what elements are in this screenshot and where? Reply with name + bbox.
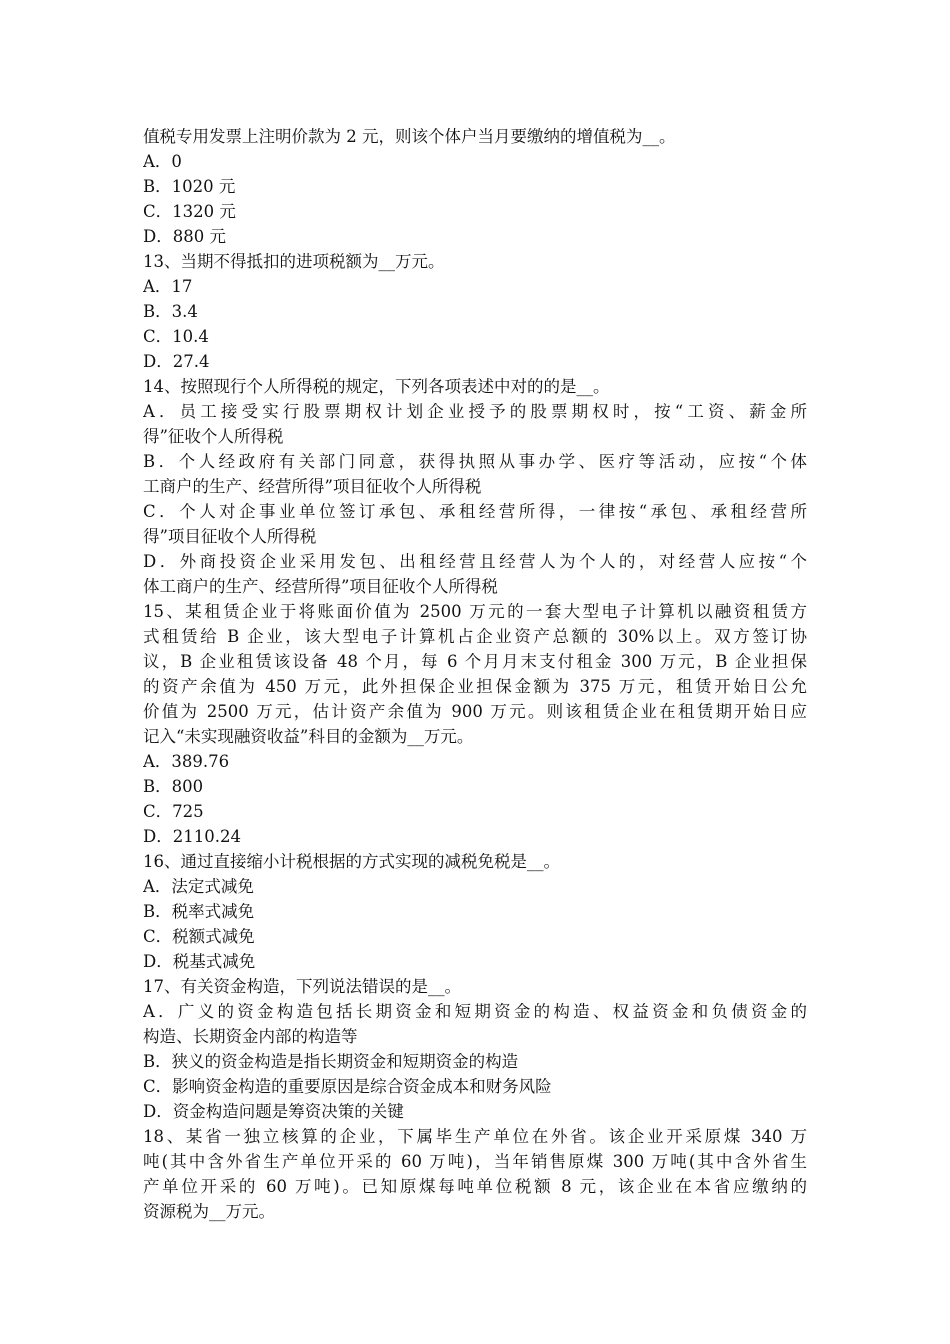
paragraph <box>143 449 807 499</box>
paragraph-line: 资源税为__万元。 <box>143 1202 275 1221</box>
paragraph-line: A．员工接受实行股票期权计划企业授予的股票期权时，按“工资、薪金所 <box>143 402 807 421</box>
text-line: A．17 <box>143 277 193 296</box>
text-line: B．1020 元 <box>143 177 236 196</box>
paragraph <box>143 399 807 449</box>
text-line: A．0 <box>143 152 182 171</box>
text-line: B．税率式减免 <box>143 902 255 921</box>
text-line: C．10.4 <box>143 327 209 346</box>
text-line: D．资金构造问题是筹资决策的关键 <box>143 1102 404 1121</box>
text-line: 14、按照现行个人所得税的规定，下列各项表述中对的的是__。 <box>143 377 610 396</box>
paragraph-line: 体工商户的生产、经营所得”项目征收个人所得税 <box>143 577 498 596</box>
paragraph-line: A．广义的资金构造包括长期资金和短期资金的构造、权益资金和负债资金的 <box>143 1002 807 1021</box>
text-line: C．725 <box>143 802 204 821</box>
paragraph-line: C．个人对企事业单位签订承包、承租经营所得，一律按“承包、承租经营所 <box>143 502 807 521</box>
document-body <box>143 124 807 1224</box>
paragraph-line: 得”征收个人所得税 <box>143 427 284 446</box>
paragraph <box>143 999 807 1049</box>
text-line: D．税基式减免 <box>143 952 256 971</box>
text-line: D．880 元 <box>143 227 226 246</box>
text-line: A．法定式减免 <box>143 877 254 896</box>
paragraph <box>143 499 807 549</box>
paragraph-line: 价值为 2500 万元，估计资产余值为 900 万元。则该租赁企业在租赁期开始日应 <box>143 702 807 721</box>
paragraph-line: 吨(其中含外省生产单位开采的 60 万吨)，当年销售原煤 300 万吨(其中含外省生 <box>143 1152 807 1171</box>
text-line: 16、通过直接缩小计税根据的方式实现的减税免税是__。 <box>143 852 560 871</box>
text-line: B．狭义的资金构造是指长期资金和短期资金的构造 <box>143 1052 519 1071</box>
paragraph-line: 15、某租赁企业于将账面价值为 2500 万元的一套大型电子计算机以融资租赁方 <box>143 602 807 621</box>
text-line: C．1320 元 <box>143 202 236 221</box>
paragraph <box>143 1124 807 1224</box>
paragraph-line: 得”项目征收个人所得税 <box>143 527 317 546</box>
paragraph <box>143 599 807 749</box>
paragraph-line: B．个人经政府有关部门同意，获得执照从事办学、医疗等活动，应按“个体 <box>143 452 807 471</box>
paragraph-line: 工商户的生产、经营所得”项目征收个人所得税 <box>143 477 482 496</box>
paragraph-line: 记入“未实现融资收益”科目的金额为__万元。 <box>143 727 474 746</box>
paragraph <box>143 549 807 599</box>
paragraph-line: 议，B 企业租赁该设备 48 个月，每 6 个月月末支付租金 300 万元，B 企业担保 <box>143 652 807 671</box>
paragraph-line: D．外商投资企业采用发包、出租经营且经营人为个人的，对经营人应按“个 <box>143 552 807 571</box>
text-line: A．389.76 <box>143 752 230 771</box>
text-line: B．800 <box>143 777 204 796</box>
paragraph-line: 式租赁给 B 企业，该大型电子计算机占企业资产总额的 30%以上。双方签订协 <box>143 627 807 646</box>
text-line: D．27.4 <box>143 352 210 371</box>
paragraph-line: 的资产余值为 450 万元，此外担保企业担保金额为 375 万元，租赁开始日公允 <box>143 677 807 696</box>
text-line: 13、当期不得抵扣的进项税额为__万元。 <box>143 252 445 271</box>
text-line: 值税专用发票上注明价款为 2 元，则该个体户当月要缴纳的增值税为__。 <box>143 127 676 146</box>
text-line: C．税额式减免 <box>143 927 255 946</box>
paragraph-line: 产单位开采的 60 万吨)。已知原煤每吨单位税额 8 元，该企业在本省应缴纳的 <box>143 1177 807 1196</box>
text-line: B．3.4 <box>143 302 198 321</box>
text-line: C．影响资金构造的重要原因是综合资金成本和财务风险 <box>143 1077 552 1096</box>
text-line: D．2110.24 <box>143 827 241 846</box>
paragraph-line: 18、某省一独立核算的企业，下属毕生产单位在外省。该企业开采原煤 340 万 <box>143 1127 807 1146</box>
text-line: 17、有关资金构造，下列说法错误的是__。 <box>143 977 461 996</box>
paragraph-line: 构造、长期资金内部的构造等 <box>143 1027 358 1046</box>
